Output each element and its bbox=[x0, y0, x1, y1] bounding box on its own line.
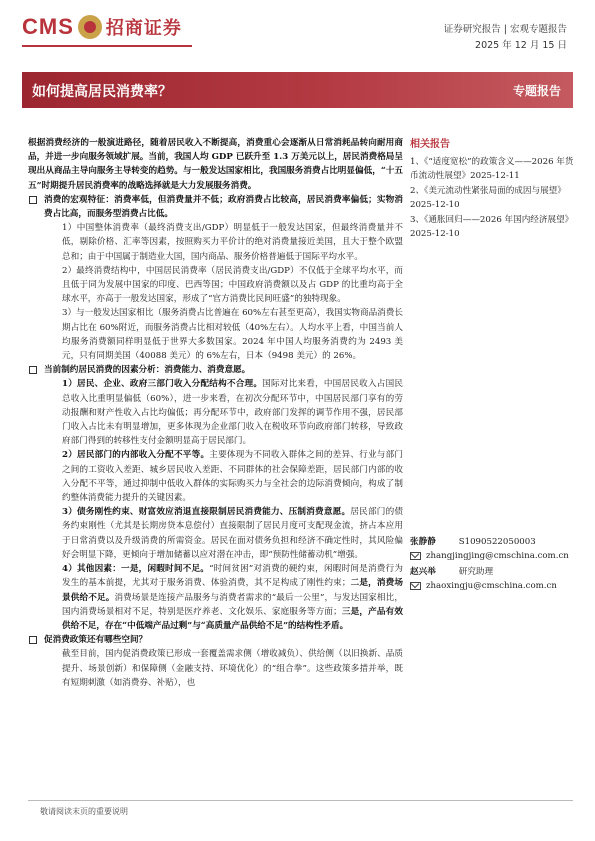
analyst-row bbox=[410, 535, 575, 549]
point-text: “时间贫困”对消费的硬约束，闲暇时间是消费行为发生的基本前提，尤其对于服务消费、体验消费，其不足构成了刚性约束； bbox=[62, 564, 403, 589]
mail-icon bbox=[410, 582, 421, 590]
paragraph bbox=[28, 505, 403, 562]
point-heading: 二是，消费场景供给不足。 bbox=[62, 578, 403, 603]
logo-wordmark: CMS bbox=[22, 14, 74, 39]
paragraph: 截至目前，国内促消费政策已形成一套覆盖需求侧（增收减负）、供给侧（以旧换新、品质提升、场景创新）和保障侧（金融支持、环境优化）的“组合拳”。这些政策多措并举，既有短期刺激（如消费券、补贴），也 bbox=[62, 649, 403, 688]
related-report-link[interactable]: 1、《“适度宽松”的政策含义——2026 年货币流动性展望》2025-12-11 bbox=[410, 156, 574, 181]
analyst-email[interactable]: zhangjingjing@cmschina.com.cn bbox=[426, 551, 569, 561]
related-report-link[interactable]: 2、《美元流动性紧张局面的成因与展望》2025-12-10 bbox=[410, 185, 566, 210]
section-macro-features bbox=[28, 193, 403, 221]
section-lead: 消费的宏观特征：消费率低，但消费量并不低；政府消费占比较高，居民消费率偏低；实物消费占比高，而服务型消费占比低。 bbox=[44, 194, 403, 220]
analyst-email[interactable]: zhaoxingju@cmschina.com.cn bbox=[426, 581, 557, 591]
analyst-email-row[interactable] bbox=[410, 579, 557, 593]
paragraph bbox=[28, 562, 403, 633]
report-type: 证券研究报告 | 宏观专题报告 bbox=[443, 24, 567, 35]
point-heading: 1）居民、企业、政府三部门收入分配结构不合理。 bbox=[62, 379, 263, 390]
point-text: 国际对比来看，中国居民收入占国民总收入比重明显偏低（60%），进一步来看，在初次分配环节中，中国居民部门享有的劳动报酬和财产性收入占比均偏低；再分配环节中，政府部门发挥的调节作用不强，居民部门收入占比未有明显增加，更多体现为企业部门收入在税收环节向政府部门转移，导致政府部门得到的转移性支付金额明显高于居民部门。 bbox=[62, 379, 403, 447]
analyst-role: 研究助理 bbox=[458, 567, 494, 577]
title-banner bbox=[22, 72, 573, 108]
paragraph: 3）与一般发达国家相比（服务消费占比普遍在 60%左右甚至更高），我国实物商品消费长期占比在 60%附近，而服务消费占比相对较低（40%左右）。人均水平上看，中国当前人均服务消费额同样明显低于世界大多数国家。2024 年中国人均服务消费约为 2493 美元，只有同期美国（40088 美元）的 6%左右，日本（9498 美元）的 26%。 bbox=[62, 308, 403, 362]
point-heading: 2）居民部门的内部收入分配不平等。 bbox=[62, 450, 210, 461]
report-title: 如何提高居民消费率？ bbox=[32, 84, 172, 100]
analyst-name: 赵兴举 bbox=[410, 567, 436, 577]
section-lead: 促消费政策还有哪些空间？ bbox=[44, 635, 148, 646]
brand-logo bbox=[22, 14, 182, 40]
report-date: 2025 年 12 月 15 日 bbox=[475, 40, 567, 51]
point-text: 居民部门的债务约束刚性（尤其是长期房贷本息偿付）直接限制了居民月度可支配现金流，挤占本应用于日常消费以及升级消费的所需资金。居民在面对债务负担和经济不确定性时，其风险偏好会明显下降，更倾向于增加储蓄以应对潜在冲击，即“预防性储蓄动机”增强。 bbox=[62, 507, 403, 560]
intro-paragraph: 根据消费经济的一般演进路径，随着居民收入不断提高，消费重心会逐渐从日常消耗品转向耐用商品，并进一步向服务领域扩展。当前，我国人均 GDP 已跃升至 1.3 万美元以上，居民消费格局呈现出从商品主导向服务主导转变的趋势。与一般发达国家相比，我国服务消费占比明显偏低，“十五五”时期提升居民消费率的战略选择就是大力发展服务消费。 bbox=[28, 138, 403, 191]
header-divider bbox=[22, 45, 192, 47]
point-text: 消费场景是连接产品服务与消费者需求的“最后一公里”，与发达国家相比，国内消费场景相对不足，特别是医疗养老、文化娱乐、家庭服务等方面； bbox=[62, 592, 403, 617]
related-report-link[interactable]: 3、《通胀回归——2026 年国内经济展望》2025-12-10 bbox=[410, 214, 574, 239]
related-reports bbox=[410, 138, 575, 242]
report-tag: 专题报告 bbox=[512, 84, 561, 98]
analyst-panel bbox=[410, 535, 575, 595]
paragraph bbox=[28, 448, 403, 505]
paragraph: 1）中国整体消费率（最终消费支出/GDP）明显低于一般发达国家，但最终消费量并不低，剔除价格、汇率等因素，按照购买力平价计的绝对消费量接近美国，且大于整个欧盟总和；由于中国属于制造业大国，国内商品、服务价格普遍低于国际平均水平。 bbox=[62, 223, 403, 262]
point-heading: 4）其他因素：一是，闲暇时间不足。 bbox=[62, 564, 210, 575]
point-heading: 三是，产品有效供给不足，存在“中低端产品过剩”与“高质量产品供给不足”的结构性矛盾。 bbox=[62, 606, 403, 631]
logo-badge-icon bbox=[78, 15, 102, 39]
paragraph: 2）最终消费结构中，中国居民消费率（居民消费支出/GDP）不仅低于全球平均水平，而且低于同为发展中国家的印度、巴西等国；中国政府消费额以及占 GDP 的比重均高于全球水平，亦高于一般发达国家，形成了“官方消费比民间旺盛”的独特现象。 bbox=[62, 265, 403, 305]
point-heading: 3）债务刚性约束、财富效应消退直接限制居民消费能力、压制消费意愿。 bbox=[62, 507, 351, 518]
mail-icon bbox=[410, 552, 421, 560]
section-policy-space bbox=[28, 633, 403, 647]
report-meta bbox=[444, 22, 567, 54]
footer-note: 敬请阅读末页的重要说明 bbox=[40, 807, 128, 816]
paragraph bbox=[28, 377, 403, 448]
main-body bbox=[28, 136, 403, 690]
section-lead: 当前制约居民消费的因素分析：消费能力、消费意愿。 bbox=[44, 365, 251, 376]
point-text: 主要体现为不同收入群体之间的差异、行业与部门之间的工资收入差距、城乡居民收入差距、不同群体的社会保障差距，居民部门内部的收入分配不平等，通过抑制中低收入群体的实际购买力与全社会的边际消费倾向，构成了制约整体消费能力提升的关键因素。 bbox=[62, 450, 403, 504]
checkbox-bullet-icon bbox=[29, 636, 37, 644]
analyst-id: S1090522050003 bbox=[458, 537, 536, 547]
logo-chinese-name: 招商证券 bbox=[105, 18, 182, 39]
analyst-email-row[interactable] bbox=[410, 549, 569, 563]
related-reports-title: 相关报告 bbox=[410, 139, 450, 150]
section-constraints bbox=[28, 363, 403, 377]
analyst-row bbox=[410, 565, 575, 579]
analyst-name: 张静静 bbox=[410, 537, 436, 547]
footer-divider bbox=[28, 800, 573, 801]
checkbox-bullet-icon bbox=[29, 196, 37, 204]
checkbox-bullet-icon bbox=[29, 366, 37, 374]
